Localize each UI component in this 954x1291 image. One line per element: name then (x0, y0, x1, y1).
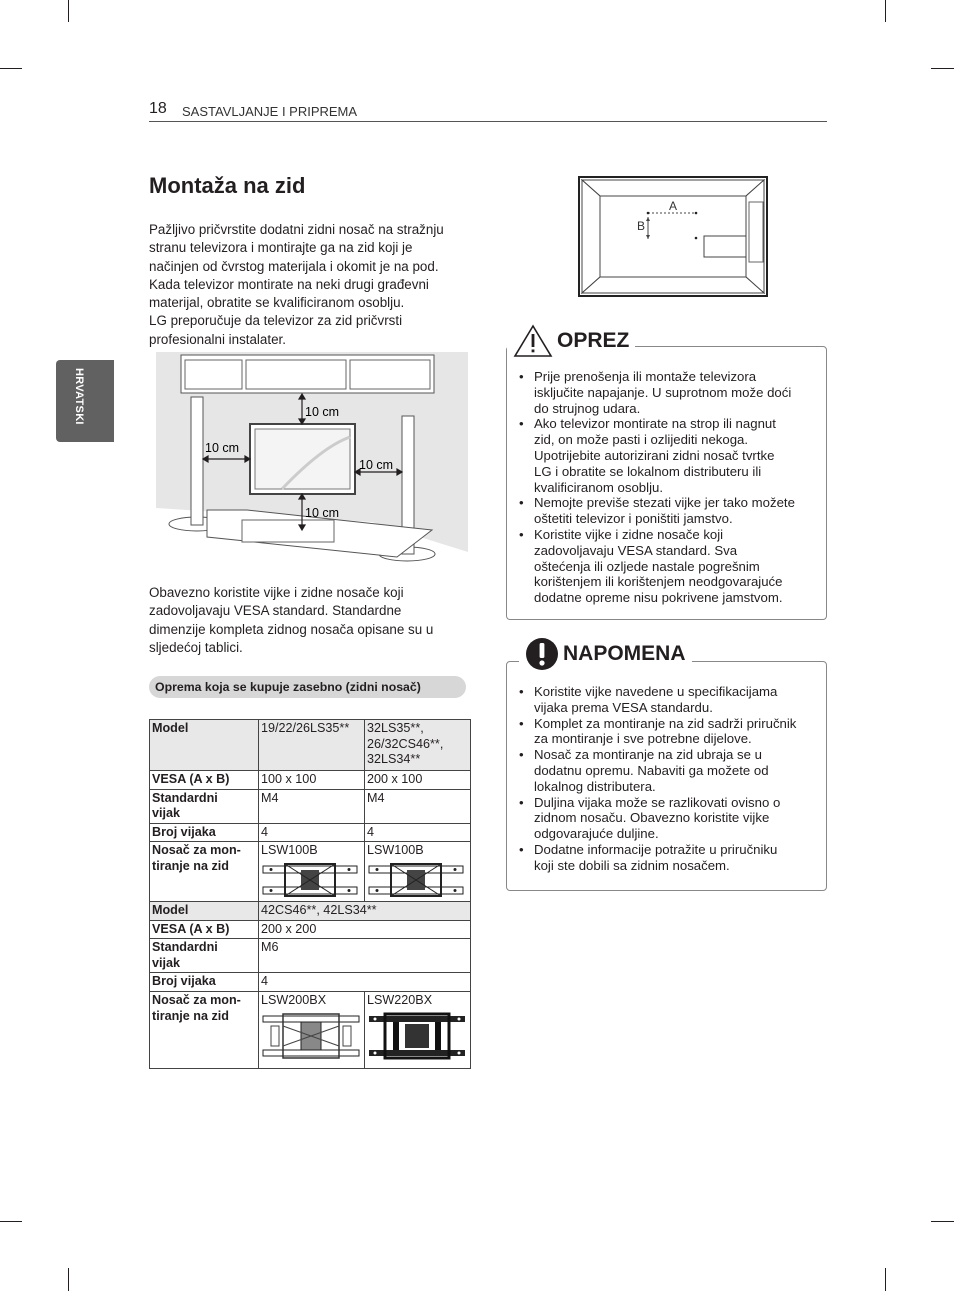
list-item (519, 495, 815, 527)
screw-value: M4 (259, 789, 365, 823)
list-item (519, 795, 815, 842)
screw-count-value: 4 (259, 823, 365, 842)
caution-heading (507, 323, 635, 359)
table-row (150, 842, 471, 909)
screw-value: M6 (259, 939, 471, 973)
screw-label-line: vijak (152, 955, 181, 970)
list-item (519, 684, 815, 716)
wall-mount-bracket-image (261, 1012, 361, 1060)
intro-line: načinjen od čvrstog materijala i okomit je na pod. (149, 258, 439, 274)
vesa-value: 200 x 100 (365, 771, 471, 790)
model-value (365, 720, 471, 771)
table-row (150, 789, 471, 823)
screw-label-line: Standardni (152, 790, 218, 805)
mount-label-line: tiranje na zid (152, 1008, 229, 1023)
note-list (519, 684, 815, 874)
mount-model: LSW220BX (367, 992, 433, 1007)
list-line: • Komplet za montiranje na zid sadrži priručnik (534, 715, 797, 731)
list-line: za montiranje i sve potrebne dijelove. (534, 731, 752, 747)
intro-line: profesionalni instalater. (149, 331, 286, 347)
list-line: Upotrijebite autorizirani zidni nosač tvrtke (534, 447, 775, 463)
list-line: • Nemojte previše stezati vijke jer tako možete (534, 495, 795, 511)
vesa-value: 100 x 100 (259, 771, 365, 790)
language-tab (56, 360, 114, 442)
note-box (506, 642, 827, 891)
caution-title: OPREZ (557, 329, 630, 352)
intro-line: LG preporučuje da televizor za zid pričvrsti (149, 313, 403, 329)
list-line: dodatnu opremu. Nabaviti ga možete od (534, 762, 769, 778)
list-line: vijaka prema VESA standardu. (534, 699, 713, 715)
list-line: • Prije prenošenja ili montaže televizora (534, 369, 757, 384)
list-item (519, 747, 815, 794)
screw-count-label: Broj vijaka (150, 823, 259, 842)
screw-label (150, 789, 259, 823)
page-title: Montaža na zid (149, 173, 306, 198)
language-tab-label: HRVATSKI (73, 368, 85, 425)
list-line: • Koristite vijke i zidne nosače koji (534, 526, 724, 542)
wall-mount-bracket-image (367, 1012, 467, 1060)
model-label: Model (150, 902, 259, 921)
dimension-b-label: B (637, 219, 646, 233)
list-line: oštećenja ili ozljede nastale pogrešnim (534, 558, 760, 574)
vesa-value: 200 x 200 (259, 920, 471, 939)
mount-label (150, 991, 259, 1068)
list-item (519, 842, 815, 874)
mount-label (150, 842, 259, 909)
wall-mount-bracket-image (261, 862, 359, 898)
list-line: • Koristite vijke navedene u specifikacijama (534, 684, 778, 699)
table-row (150, 920, 471, 939)
note-title: NAPOMENA (563, 642, 686, 665)
list-line: koji ste dobili sa zidnim nosačem. (534, 857, 730, 873)
note-heading (519, 636, 692, 672)
intro-line: materijal, obratite se kvalificiranom osoblju. (149, 295, 405, 311)
crop-mark (931, 1221, 954, 1222)
table-row (150, 991, 471, 1068)
list-line: korištenjem ili korištenjem neodgovarajuće (534, 574, 783, 590)
vesa-paragraph (149, 584, 474, 657)
vesa-dimension-diagram (578, 176, 768, 297)
list-line: isključite napajanje. U suprotnom može doći (534, 384, 792, 400)
dimension-a-label: A (669, 199, 678, 213)
crop-mark (0, 1221, 22, 1222)
screw-count-value: 4 (365, 823, 471, 842)
mount-label-line: Nosač za mon- (152, 843, 241, 858)
table-row (150, 973, 471, 992)
list-item (519, 527, 815, 606)
list-line: • Duljina vijaka može se razlikovati ovisno o (534, 794, 781, 810)
mount-cell (365, 991, 471, 1068)
model-line: 26/32CS46**, (367, 736, 444, 751)
list-item (519, 716, 815, 748)
mount-cell (365, 842, 471, 909)
spec-table-1 (149, 719, 471, 909)
intro-line: Pažljivo pričvrstite dodatni zidni nosač na stražnju (149, 222, 444, 237)
wall-clearance-illustration (152, 352, 472, 574)
list-item (519, 416, 815, 495)
section-title: SASTAVLJANJE I PRIPREMA (182, 104, 358, 119)
wall-mount-bracket-image (367, 862, 465, 898)
model-value: 42CS46**, 42LS34** (259, 902, 471, 921)
model-label: Model (150, 720, 259, 771)
screw-count-label: Broj vijaka (150, 973, 259, 992)
page-number: 18 (149, 100, 167, 117)
header-divider (149, 121, 827, 122)
model-line: 32LS34** (367, 752, 421, 767)
list-line: oštetiti televizor i poništiti jamstvo. (534, 511, 733, 527)
clearance-bottom-label: 10 cm (305, 506, 340, 520)
model-value: 19/22/26LS35** (259, 720, 365, 771)
vesa-label: VESA (A x B) (150, 771, 259, 790)
list-line: zadovoljavaju VESA standard. Sva (534, 542, 738, 558)
screw-label-line: vijak (152, 806, 181, 821)
crop-mark (885, 0, 886, 22)
list-line: kvalificiranom osoblju. (534, 479, 663, 495)
caution-list (519, 369, 815, 606)
list-item (519, 369, 815, 416)
table-row (150, 902, 471, 921)
clearance-right-label: 10 cm (359, 458, 394, 472)
model-line: 32LS35**, (367, 721, 424, 735)
mount-label-line: tiranje na zid (152, 858, 229, 873)
vesa-label: VESA (A x B) (150, 920, 259, 939)
list-line: • Ako televizor montirate na strop ili nagnut (534, 416, 776, 432)
mount-model: LSW200BX (261, 992, 327, 1007)
intro-line: stranu televizora i montirajte ga na zid koji je (149, 240, 413, 256)
crop-mark (885, 1268, 886, 1291)
mount-label-line: Nosač za mon- (152, 992, 241, 1007)
mount-model: LSW100B (367, 843, 424, 858)
mount-model: LSW100B (261, 843, 318, 858)
intro-line: Kada televizor montirate na neki drugi građevni (149, 276, 429, 292)
screw-label (150, 939, 259, 973)
table-row (150, 939, 471, 973)
warning-triangle-icon (513, 324, 553, 358)
screw-label-line: Standardni (152, 940, 218, 955)
list-line: • Nosač za montiranje na zid ubraja se u (534, 747, 762, 763)
paragraph-line: Obavezno koristite vijke i zidne nosače koji (149, 585, 404, 600)
exclamation-circle-icon (525, 637, 559, 671)
table-row (150, 771, 471, 790)
list-line: lokalnog distributera. (534, 778, 656, 794)
paragraph-line: zadovoljavaju VESA standard. Standardne (149, 603, 402, 619)
list-line: LG i obratite se lokalnom distributeru ili (534, 463, 762, 479)
crop-mark (68, 1268, 69, 1291)
paragraph-line: sljedećoj tablici. (149, 639, 243, 655)
clearance-left-label: 10 cm (205, 441, 240, 455)
accessory-label: Oprema koja se kupuje zasebno (zidni nosač) (149, 676, 466, 698)
list-line: odgovarajuće duljine. (534, 826, 659, 842)
crop-mark (0, 68, 22, 69)
spec-table-2 (149, 901, 471, 1069)
clearance-top-label: 10 cm (305, 405, 340, 419)
caution-box (506, 329, 827, 620)
table-row (150, 720, 471, 771)
mount-cell (259, 991, 365, 1068)
list-line: zidnom nosaču. Obavezno koristite vijke (534, 810, 770, 826)
crop-mark (68, 0, 69, 22)
table-row (150, 823, 471, 842)
crop-mark (931, 68, 954, 69)
list-line: zid, on može pasti i ozlijediti nekoga. (534, 432, 749, 448)
paragraph-line: dimenzije kompleta zidnog nosača opisane su u (149, 621, 434, 637)
mount-cell (259, 842, 365, 909)
screw-value: M4 (365, 789, 471, 823)
intro-paragraph (149, 221, 474, 349)
list-line: dodatne opreme nisu pokrivene jamstvom. (534, 590, 783, 606)
list-line: • Dodatne informacije potražite u priručniku (534, 841, 778, 857)
screw-count-value: 4 (259, 973, 471, 992)
list-line: do strujnog udara. (534, 400, 641, 416)
